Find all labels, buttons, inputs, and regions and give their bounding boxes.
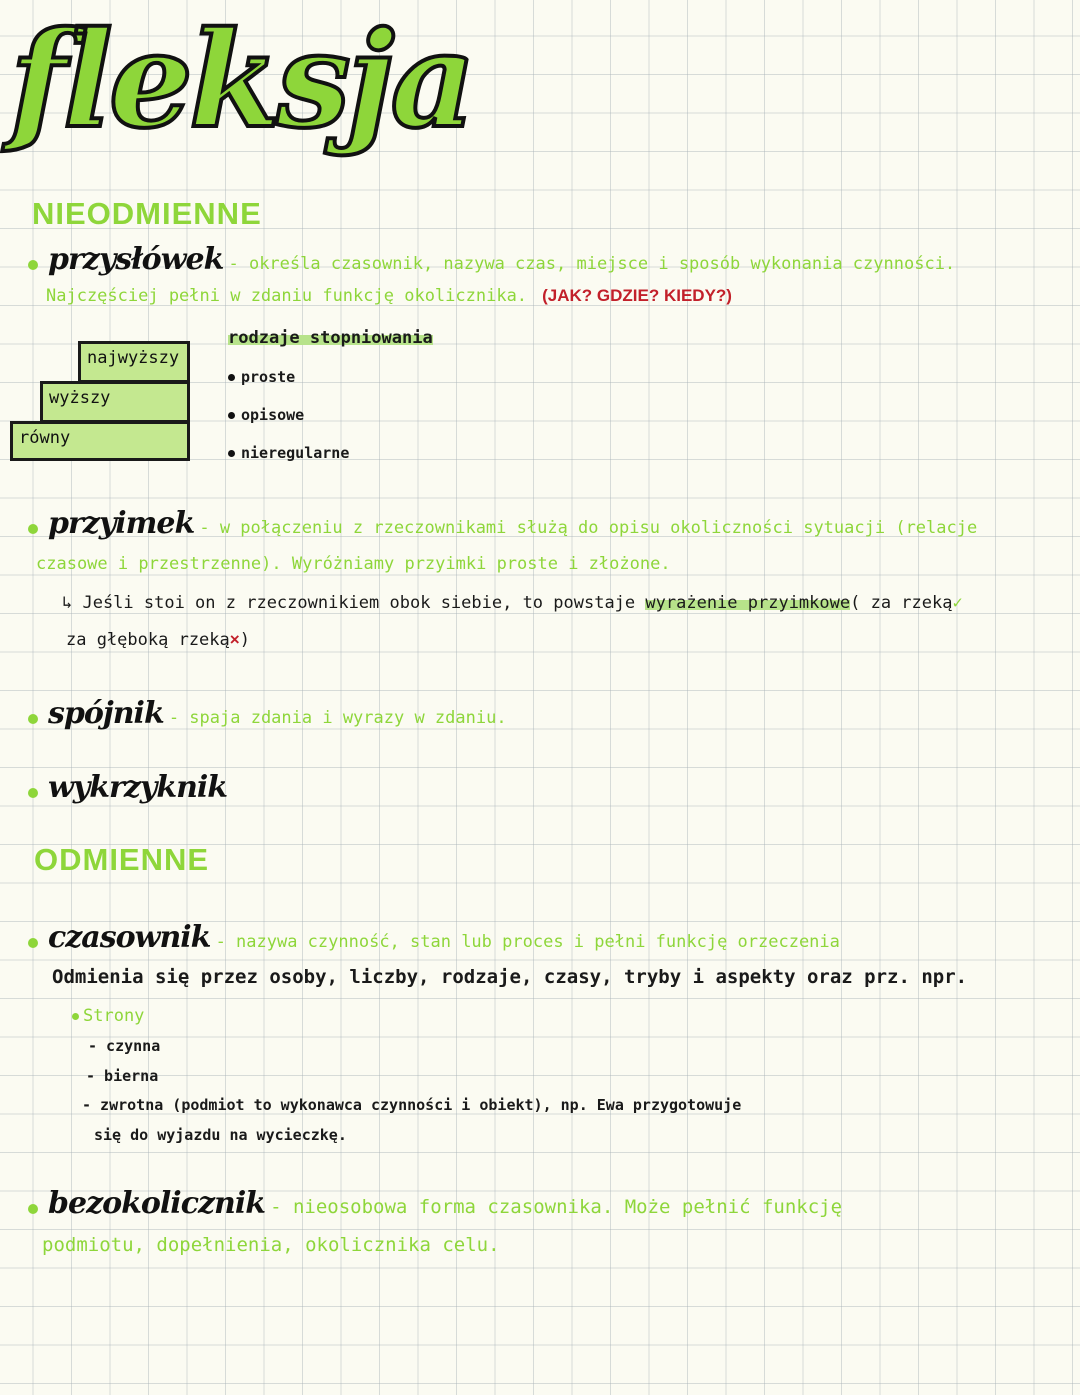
- degree-type-item: nieregularne: [228, 444, 349, 462]
- term-bezokolicznik: bezokolicznik: [48, 1186, 265, 1221]
- bullet-icon: [28, 1204, 38, 1214]
- przyslowek-definition-line2: [46, 286, 732, 306]
- strona-bierna: - bierna: [86, 1067, 159, 1085]
- bullet-icon: [228, 412, 235, 419]
- cross-icon: ×: [229, 630, 240, 649]
- degree-types-heading: rodzaje stopniowania: [228, 328, 433, 348]
- czasownik-entry: [28, 920, 840, 955]
- page-title: fleksja: [10, 3, 472, 158]
- przyslowek-definition: - określa czasownik, nazywa czas, miejsce i sposób wykonania czynności.: [228, 254, 956, 274]
- strona-zwrotna: - zwrotna (podmiot to wykonawca czynności i obiekt), np. Ewa przygotowuje: [82, 1096, 742, 1114]
- strony-heading: Strony: [72, 1006, 144, 1026]
- term-wykrzyknik: wykrzyknik: [48, 770, 228, 805]
- strona-zwrotna-example: się do wyjazdu na wycieczkę.: [94, 1126, 347, 1144]
- przyslowek-function-text: Najczęściej pełni w zdaniu funkcję okolicznika.: [46, 286, 528, 306]
- check-icon: ✓: [952, 593, 963, 613]
- przyimek-definition: - w połączeniu z rzeczownikami służą do opisu okoliczności sytuacji (relacje: [199, 518, 978, 538]
- term-przyimek: przyimek: [48, 506, 195, 541]
- highlight-phrase: wyrażenie przyimkowe: [645, 593, 851, 613]
- przyimek-entry: [28, 506, 977, 541]
- bullet-icon: [72, 1013, 79, 1020]
- degree-type-item: proste: [228, 368, 295, 386]
- degree-step-highest: najwyższy: [78, 341, 190, 383]
- przyimek-note: ↳ Jeśli stoi on z rzeczownikiem obok siebie, to powstaje wyrażenie przyimkowe( za rzeką✓: [62, 593, 963, 613]
- bullet-icon: [228, 450, 235, 457]
- bezokolicznik-definition: - nieosobowa forma czasownika. Może pełnić funkcję: [270, 1196, 843, 1218]
- bullet-icon: [228, 374, 235, 381]
- bullet-icon: [28, 524, 38, 534]
- czasownik-inflection: Odmienia się przez osoby, liczby, rodzaje, czasy, tryby i aspekty oraz prz. npr.: [52, 966, 968, 988]
- przyslowek-entry: [28, 242, 955, 277]
- wykrzyknik-entry: [28, 770, 227, 805]
- term-przyslowek: przysłówek: [48, 242, 224, 277]
- spojnik-definition: - spaja zdania i wyrazy w zdaniu.: [168, 708, 507, 728]
- term-czasownik: czasownik: [48, 920, 211, 955]
- przyimek-definition-line2: czasowe i przestrzenne). Wyróżniamy przyimki proste i złożone.: [36, 554, 671, 574]
- degree-type-item: opisowe: [228, 406, 304, 424]
- section-heading-nieodmienne: NIEODMIENNE: [32, 196, 262, 231]
- czasownik-definition: - nazywa czynność, stan lub proces i pełni funkcję orzeczenia: [215, 932, 840, 952]
- przyimek-note-line2: za głęboką rzeką×): [66, 630, 250, 650]
- bullet-icon: [28, 714, 38, 724]
- degree-step-higher: wyższy: [40, 381, 190, 423]
- bezokolicznik-entry: [28, 1186, 842, 1221]
- bullet-icon: [28, 938, 38, 948]
- bullet-icon: [28, 260, 38, 270]
- przyslowek-questions: (JAK? GDZIE? KIEDY?): [542, 286, 732, 305]
- section-heading-odmienne: ODMIENNE: [34, 842, 210, 877]
- term-spojnik: spójnik: [48, 696, 164, 731]
- bullet-icon: [28, 788, 38, 798]
- strona-czynna: - czynna: [88, 1037, 161, 1055]
- bezokolicznik-definition-line2: podmiotu, dopełnienia, okolicznika celu.: [42, 1234, 500, 1256]
- spojnik-entry: [28, 696, 507, 731]
- degree-step-equal: równy: [10, 421, 190, 461]
